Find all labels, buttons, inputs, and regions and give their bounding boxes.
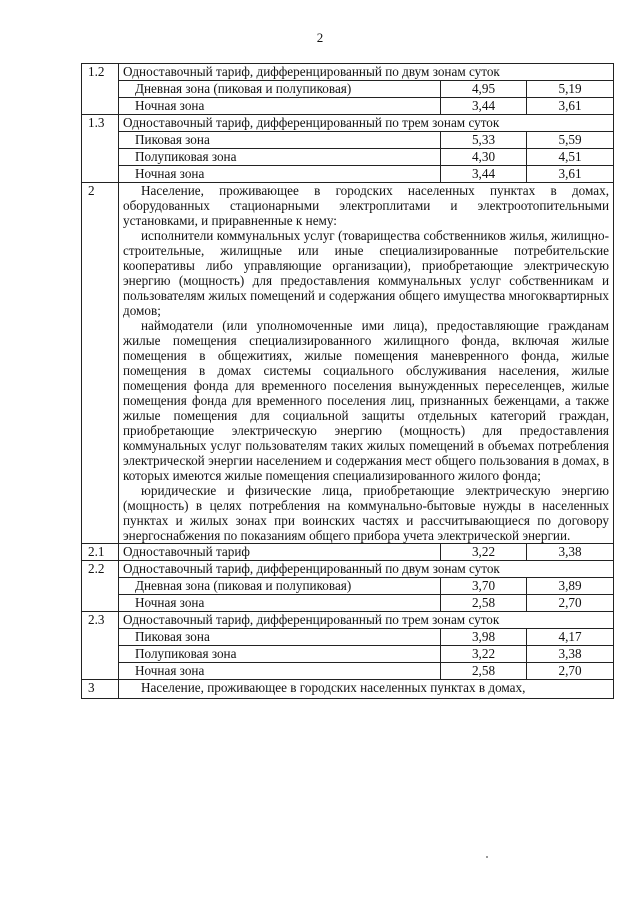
table-row — [82, 64, 614, 81]
row-title: Одноставочный тариф — [119, 544, 441, 561]
row-label: Пиковая зона — [119, 629, 441, 646]
section-2-paragraph: юридические и физические лица, приобретающие электрическую энергию (мощность) в целях потребления на коммунально-бытовые нужды в населенных пунктах и жилых зонах при воинских частях и рассчитывающиеся по договору энергоснабжения по показаниям общего прибора учета электрической энергии. — [123, 483, 610, 543]
row-title: Одноставочный тариф, дифференцированный по трем зонам суток — [119, 612, 614, 629]
row-title: Одноставочный тариф, дифференцированный по трем зонам суток — [119, 115, 614, 132]
value-cell: 3,22 — [441, 646, 527, 663]
section-2-paragraph: наймодатели (или уполномоченные ими лица), предоставляющие гражданам жилые помещения специализированного жилищного фонда, включая жилые помещения в общежитиях, жилые помещения маневренного фонда, жилые помещения в домах системы социального обслуживания населения, жилые помещения фонда для временного поселения вынужденных переселенцев, жилые помещения фонда для временного поселения лиц, признанных беженцами, а также жилые помещения для социальной защиты отдельных категорий граждан, приобретающие электрическую энергию (мощность) для предоставления коммунальных услуг пользователям таких жилых помещений в объемах потребления электрической энергии населением и содержания мест общего пользования в домах, в которых имеются жилые помещения специализированного жилого фонда; — [123, 318, 610, 483]
row-number: 2.1 — [82, 544, 119, 561]
row-label: Дневная зона (пиковая и полупиковая) — [119, 578, 441, 595]
row-label: Ночная зона — [119, 663, 441, 680]
table-row — [82, 646, 614, 663]
section-2-text — [119, 183, 614, 544]
section-2-intro: Население, проживающее в городских населенных пунктах в домах, оборудованных стационарными электроплитами и электроотопительными установками, и приравненные к нему: — [123, 183, 610, 228]
table-row — [82, 115, 614, 132]
section-3-text — [119, 680, 614, 699]
row-label: Ночная зона — [119, 166, 441, 183]
table-row — [82, 578, 614, 595]
value-cell: 3,44 — [441, 166, 527, 183]
value-cell: 3,44 — [441, 98, 527, 115]
value-cell: 4,95 — [441, 81, 527, 98]
value-cell: 5,59 — [527, 132, 614, 149]
value-cell: 5,19 — [527, 81, 614, 98]
table-row — [82, 561, 614, 578]
value-cell: 4,30 — [441, 149, 527, 166]
row-number: 1.2 — [82, 64, 119, 115]
table-row — [82, 680, 614, 699]
value-cell: 4,51 — [527, 149, 614, 166]
section-2-paragraph: исполнители коммунальных услуг (товарищества собственников жилья, жилищно-строительные, жилищные или иные специализированные потребительские кооперативы либо управляющие организации), приобретающие электрическую энергию (мощность) для предоставления коммунальных услуг собственникам и пользователям жилых помещений и содержания общего имущества многоквартирных домов; — [123, 228, 610, 318]
page-number: 2 — [316, 30, 324, 45]
tariff-table — [81, 63, 614, 699]
section-3-paragraph: Население, проживающее в городских населенных пунктах в домах, — [141, 680, 526, 695]
value-cell: 3,38 — [527, 646, 614, 663]
table-row — [82, 629, 614, 646]
value-cell: 3,61 — [527, 166, 614, 183]
value-cell: 3,61 — [527, 98, 614, 115]
row-label: Полупиковая зона — [119, 149, 441, 166]
value-cell: 2,58 — [441, 663, 527, 680]
table-row — [82, 98, 614, 115]
table-row — [82, 149, 614, 166]
table-row — [82, 132, 614, 149]
value-cell: 5,33 — [441, 132, 527, 149]
value-cell: 3,89 — [527, 578, 614, 595]
row-number: 2.2 — [82, 561, 119, 612]
row-number: 1.3 — [82, 115, 119, 183]
table-row — [82, 663, 614, 680]
row-number: 3 — [82, 680, 119, 699]
row-number: 2 — [82, 183, 119, 544]
table-row — [82, 612, 614, 629]
row-number: 2.3 — [82, 612, 119, 680]
table-row — [82, 595, 614, 612]
table-row — [82, 166, 614, 183]
row-label: Дневная зона (пиковая и полупиковая) — [119, 81, 441, 98]
value-cell: 2,58 — [441, 595, 527, 612]
row-label: Ночная зона — [119, 98, 441, 115]
table-row — [82, 183, 614, 544]
value-cell: 3,22 — [441, 544, 527, 561]
row-label: Полупиковая зона — [119, 646, 441, 663]
table-row — [82, 544, 614, 561]
row-label: Ночная зона — [119, 595, 441, 612]
value-cell: 2,70 — [527, 663, 614, 680]
value-cell: 4,17 — [527, 629, 614, 646]
row-label: Пиковая зона — [119, 132, 441, 149]
value-cell: 3,38 — [527, 544, 614, 561]
row-title: Одноставочный тариф, дифференцированный по двум зонам суток — [119, 561, 614, 578]
table-row — [82, 81, 614, 98]
scan-speck — [486, 856, 488, 858]
value-cell: 3,98 — [441, 629, 527, 646]
value-cell: 2,70 — [527, 595, 614, 612]
value-cell: 3,70 — [441, 578, 527, 595]
row-title: Одноставочный тариф, дифференцированный по двум зонам суток — [119, 64, 614, 81]
